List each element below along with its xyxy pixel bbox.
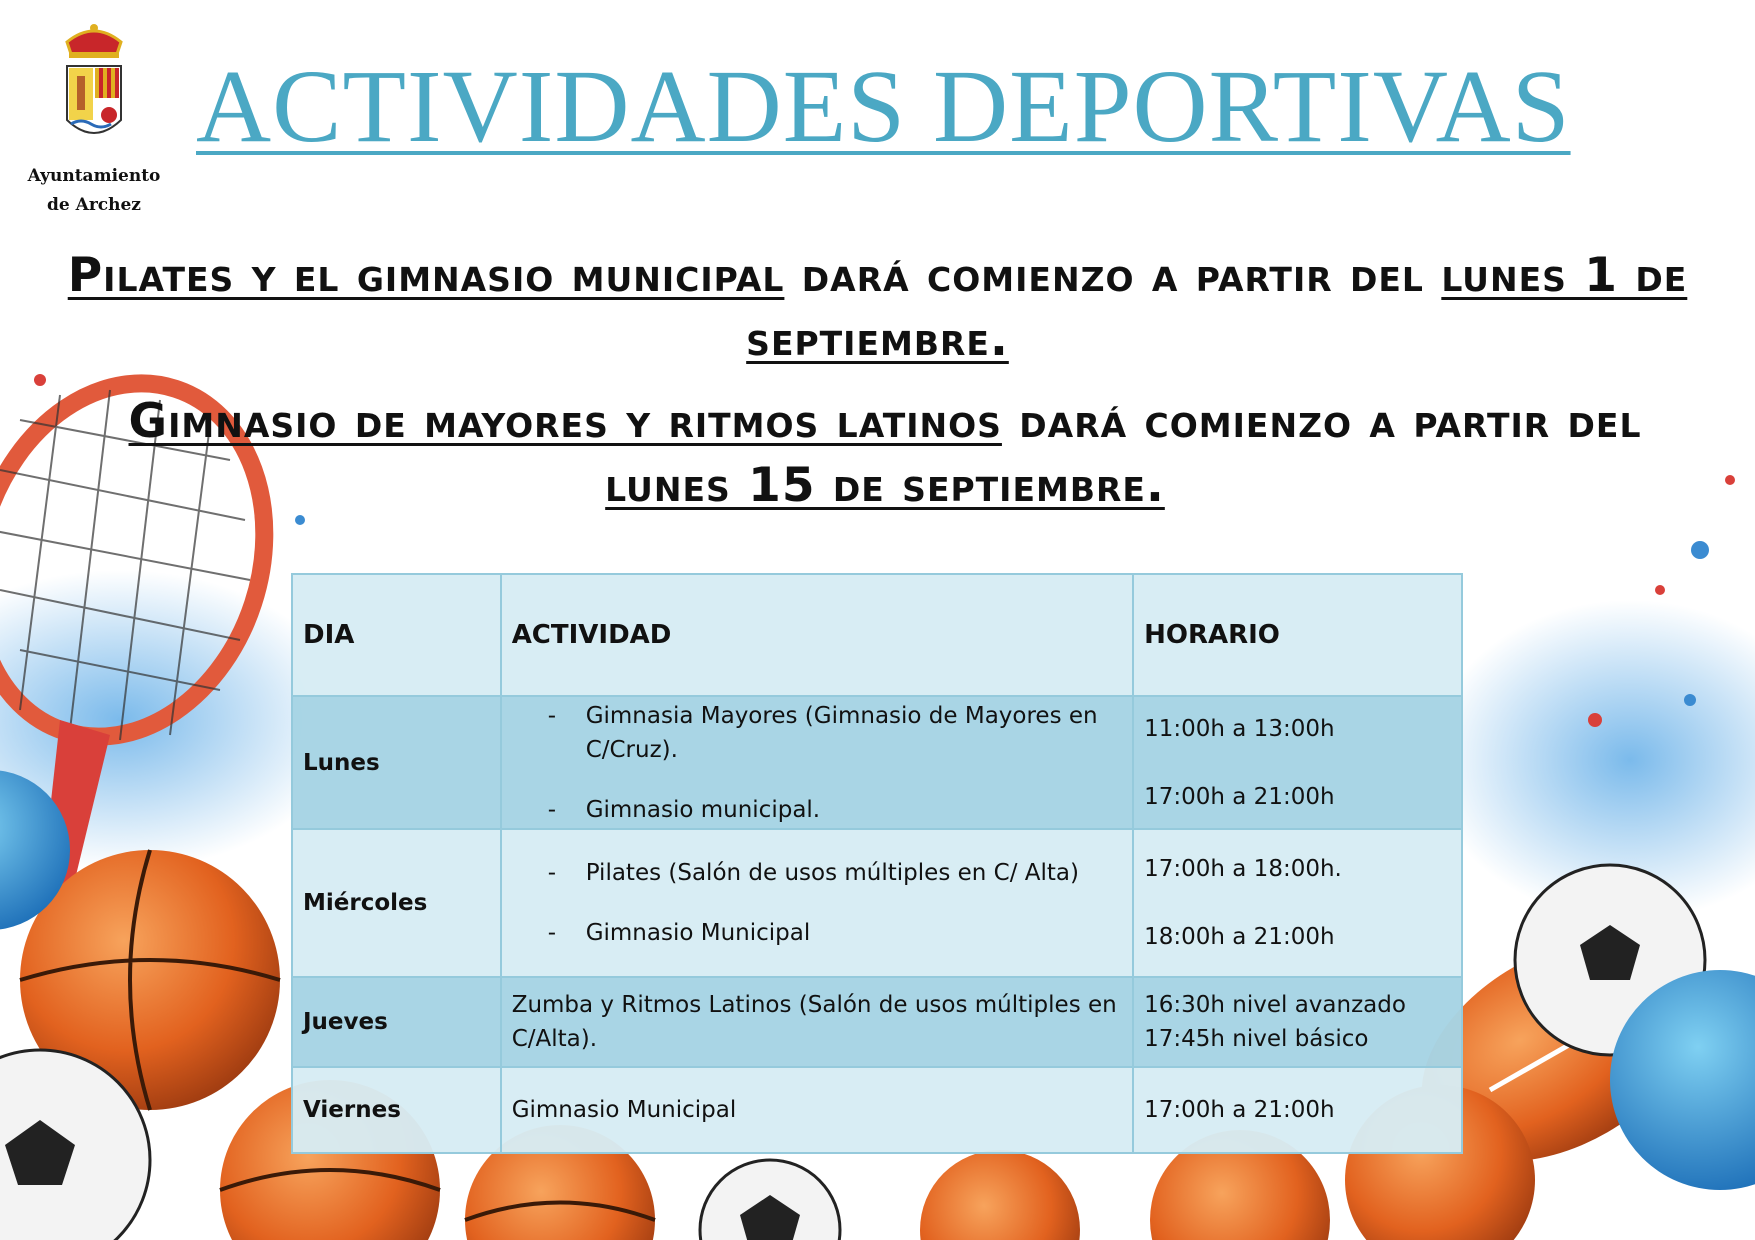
announcement-date: lunes 15 de septiembre. (605, 458, 1165, 513)
announcement-middle: dará comienzo a partir del (784, 248, 1442, 303)
announcement-mayores (60, 390, 1710, 518)
table-header-row (292, 574, 1462, 696)
activity-text: Gimnasio municipal. (585, 796, 821, 823)
basketball-icon (920, 1150, 1080, 1240)
time-text: 17:00h a 18:00h. (1144, 856, 1342, 882)
activity-cell (501, 977, 1133, 1067)
municipal-logo (14, 20, 174, 220)
activity-list-item (512, 916, 1122, 950)
activity-text: Gimnasio Municipal (585, 920, 811, 946)
activity-text: Pilates (Salón de usos múltiples en C/ Alta) (585, 860, 1079, 886)
time-text: 18:00h a 21:00h (1144, 924, 1335, 950)
soccer-ball-icon (700, 1160, 840, 1240)
coat-of-arms-icon (59, 20, 129, 152)
announcement-date: lunes 1 de septiembre. (746, 248, 1688, 367)
time-text: 17:45h nivel básico (1144, 1026, 1369, 1052)
bullet-dash: - (547, 860, 556, 886)
paint-splatter-icon (1725, 475, 1735, 485)
page-title: ACTIVIDADES DEPORTIVAS (196, 49, 1571, 164)
table-row (292, 1067, 1462, 1153)
time-cell (1133, 829, 1462, 977)
activity-text: Gimnasia Mayores (Gimnasio de Mayores en C/Cruz). (585, 702, 1098, 763)
bullet-dash: - (547, 702, 556, 729)
time-text: 17:00h a 21:00h (1144, 783, 1335, 810)
activity-list-item (512, 793, 1122, 827)
announcement-pilates (40, 244, 1715, 372)
bullet-dash: - (547, 920, 556, 946)
activity-list-item (512, 699, 1122, 767)
time-text: 16:30h nivel avanzado (1144, 992, 1406, 1018)
paint-splatter-icon (1655, 585, 1665, 595)
day-cell: Jueves (292, 977, 501, 1067)
day-cell: Lunes (292, 696, 501, 829)
activity-cell (501, 829, 1133, 977)
announcement-subject: Gimnasio de mayores y ritmos latinos (128, 394, 1002, 449)
bullet-dash: - (547, 796, 556, 823)
announcement-subject: Pilates y el gimnasio municipal (67, 248, 785, 303)
table-row (292, 829, 1462, 977)
activity-text: Zumba y Ritmos Latinos (Salón de usos múltiples en C/Alta). (511, 992, 1117, 1052)
header-actividad: ACTIVIDAD (501, 574, 1133, 696)
logo-caption-line2: de Archez (47, 195, 141, 215)
time-cell (1133, 696, 1462, 829)
time-text: 17:00h a 21:00h (1144, 1097, 1335, 1123)
table-row (292, 977, 1462, 1067)
logo-caption-line1: Ayuntamiento (27, 166, 161, 186)
paint-splatter-icon (1588, 713, 1602, 727)
announcement-middle: dará comienzo a partir del (1001, 394, 1642, 449)
day-cell: Viernes (292, 1067, 501, 1153)
activity-text: Gimnasio Municipal (511, 1097, 737, 1123)
table-row (292, 696, 1462, 829)
activity-cell (501, 1067, 1133, 1153)
schedule-table (291, 573, 1463, 1154)
activity-cell (501, 696, 1133, 829)
paint-splatter-icon (1691, 541, 1709, 559)
time-text: 11:00h a 13:00h (1144, 715, 1335, 742)
paint-splatter-icon (1684, 694, 1696, 706)
activity-list-item (512, 856, 1122, 890)
time-cell (1133, 1067, 1462, 1153)
day-cell: Miércoles (292, 829, 501, 977)
paint-splatter-icon (34, 374, 46, 386)
header-dia: DIA (292, 574, 501, 696)
time-cell (1133, 977, 1462, 1067)
header-horario: HORARIO (1133, 574, 1462, 696)
